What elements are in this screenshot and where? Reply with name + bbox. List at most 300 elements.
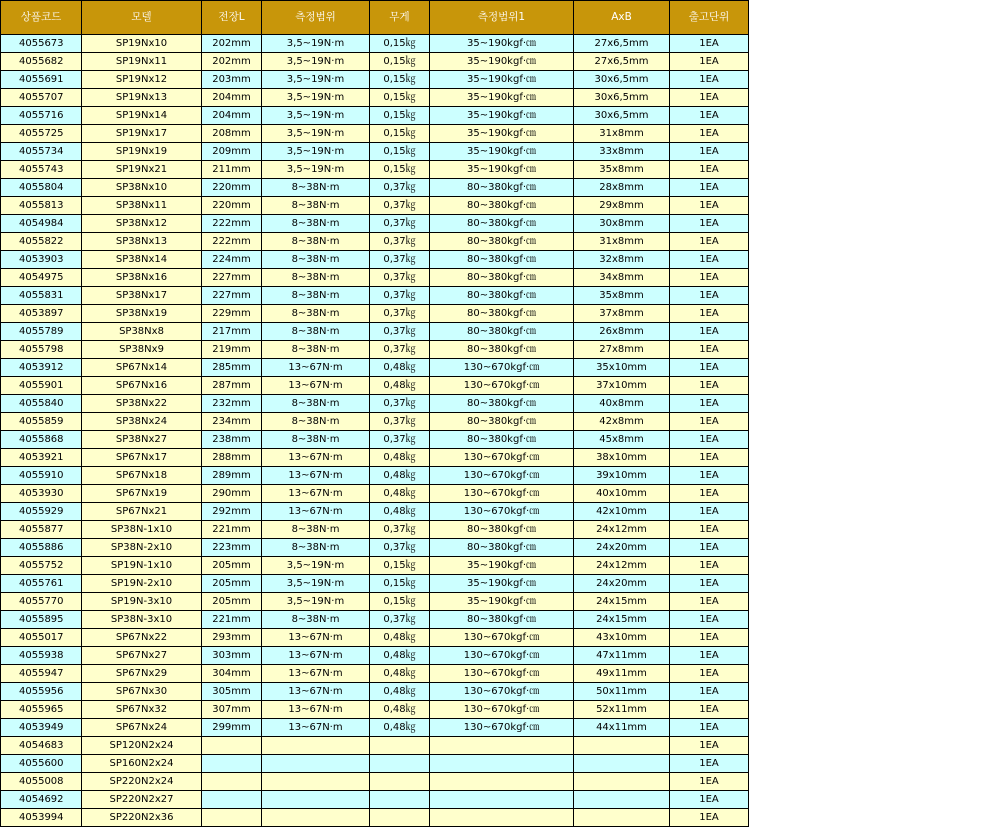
cell-model: SP220N2x24 xyxy=(82,773,202,791)
table-row xyxy=(1,341,749,359)
cell-model: SP19Nx11 xyxy=(82,53,202,71)
cell-measure-range-1: 130~670kgf·㎝ xyxy=(430,449,574,467)
cell-weight: 0,37㎏ xyxy=(370,521,430,539)
cell-axb: 32x8mm xyxy=(574,251,670,269)
cell-model: SP38N-2x10 xyxy=(82,539,202,557)
table-row xyxy=(1,737,749,755)
cell-axb: 30x6,5mm xyxy=(574,71,670,89)
cell-length xyxy=(202,773,262,791)
cell-product-code: 4055673 xyxy=(1,35,82,53)
cell-measure-range-1 xyxy=(430,791,574,809)
cell-measure-range: 3,5~19N·m xyxy=(262,161,370,179)
cell-axb xyxy=(574,737,670,755)
cell-axb: 31x8mm xyxy=(574,233,670,251)
cell-measure-range-1: 35~190kgf·㎝ xyxy=(430,107,574,125)
cell-product-code: 4053903 xyxy=(1,251,82,269)
cell-measure-range-1: 80~380kgf·㎝ xyxy=(430,215,574,233)
cell-weight: 0,15㎏ xyxy=(370,125,430,143)
cell-product-code: 4055789 xyxy=(1,323,82,341)
cell-model: SP19N-3x10 xyxy=(82,593,202,611)
cell-weight: 0,15㎏ xyxy=(370,89,430,107)
cell-measure-range: 8~38N·m xyxy=(262,179,370,197)
table-row xyxy=(1,629,749,647)
cell-shipping-unit: 1EA xyxy=(670,179,749,197)
cell-weight xyxy=(370,791,430,809)
cell-measure-range: 8~38N·m xyxy=(262,305,370,323)
cell-weight xyxy=(370,809,430,827)
cell-model: SP160N2x24 xyxy=(82,755,202,773)
cell-product-code: 4055770 xyxy=(1,593,82,611)
cell-model: SP67Nx14 xyxy=(82,359,202,377)
cell-model: SP38Nx14 xyxy=(82,251,202,269)
cell-product-code: 4055886 xyxy=(1,539,82,557)
cell-length: 223mm xyxy=(202,539,262,557)
cell-product-code: 4055752 xyxy=(1,557,82,575)
cell-measure-range-1: 35~190kgf·㎝ xyxy=(430,35,574,53)
cell-weight: 0,48㎏ xyxy=(370,719,430,737)
cell-model: SP19Nx19 xyxy=(82,143,202,161)
cell-axb: 44x11mm xyxy=(574,719,670,737)
cell-weight: 0,48㎏ xyxy=(370,503,430,521)
cell-product-code: 4055017 xyxy=(1,629,82,647)
cell-shipping-unit: 1EA xyxy=(670,161,749,179)
cell-product-code: 4053930 xyxy=(1,485,82,503)
cell-product-code: 4053897 xyxy=(1,305,82,323)
cell-measure-range: 8~38N·m xyxy=(262,413,370,431)
cell-axb: 26x8mm xyxy=(574,323,670,341)
cell-measure-range-1: 130~670kgf·㎝ xyxy=(430,629,574,647)
cell-measure-range: 13~67N·m xyxy=(262,449,370,467)
cell-length: 287mm xyxy=(202,377,262,395)
cell-product-code: 4055008 xyxy=(1,773,82,791)
cell-measure-range: 13~67N·m xyxy=(262,503,370,521)
cell-model: SP38Nx22 xyxy=(82,395,202,413)
cell-length xyxy=(202,737,262,755)
cell-axb: 42x10mm xyxy=(574,503,670,521)
cell-axb: 28x8mm xyxy=(574,179,670,197)
cell-shipping-unit: 1EA xyxy=(670,719,749,737)
cell-weight: 0,15㎏ xyxy=(370,593,430,611)
table-row xyxy=(1,791,749,809)
cell-weight: 0,48㎏ xyxy=(370,701,430,719)
cell-weight: 0,37㎏ xyxy=(370,539,430,557)
cell-weight: 0,15㎏ xyxy=(370,161,430,179)
cell-measure-range: 3,5~19N·m xyxy=(262,53,370,71)
cell-weight: 0,48㎏ xyxy=(370,485,430,503)
header-shipping-unit: 출고단위 xyxy=(670,1,749,35)
cell-measure-range-1: 35~190kgf·㎝ xyxy=(430,71,574,89)
cell-weight: 0,37㎏ xyxy=(370,269,430,287)
cell-product-code: 4055725 xyxy=(1,125,82,143)
cell-length xyxy=(202,755,262,773)
cell-measure-range-1: 130~670kgf·㎝ xyxy=(430,485,574,503)
table-row xyxy=(1,701,749,719)
cell-axb: 33x8mm xyxy=(574,143,670,161)
cell-shipping-unit: 1EA xyxy=(670,89,749,107)
cell-axb: 35x8mm xyxy=(574,161,670,179)
table-row xyxy=(1,35,749,53)
cell-model: SP67Nx24 xyxy=(82,719,202,737)
cell-weight: 0,15㎏ xyxy=(370,575,430,593)
cell-length: 205mm xyxy=(202,557,262,575)
cell-measure-range-1: 130~670kgf·㎝ xyxy=(430,701,574,719)
cell-weight: 0,48㎏ xyxy=(370,359,430,377)
cell-model: SP67Nx22 xyxy=(82,629,202,647)
cell-model: SP19Nx14 xyxy=(82,107,202,125)
cell-length: 307mm xyxy=(202,701,262,719)
table-row xyxy=(1,611,749,629)
cell-axb: 45x8mm xyxy=(574,431,670,449)
cell-product-code: 4054975 xyxy=(1,269,82,287)
cell-length: 238mm xyxy=(202,431,262,449)
cell-model: SP120N2x24 xyxy=(82,737,202,755)
cell-shipping-unit: 1EA xyxy=(670,251,749,269)
header-measure-range: 측정범위 xyxy=(262,1,370,35)
cell-model: SP19Nx13 xyxy=(82,89,202,107)
cell-weight: 0,37㎏ xyxy=(370,215,430,233)
cell-shipping-unit: 1EA xyxy=(670,449,749,467)
cell-shipping-unit: 1EA xyxy=(670,71,749,89)
header-row xyxy=(1,1,749,35)
cell-measure-range: 3,5~19N·m xyxy=(262,35,370,53)
cell-axb: 24x15mm xyxy=(574,611,670,629)
cell-measure-range-1: 80~380kgf·㎝ xyxy=(430,251,574,269)
cell-product-code: 4053994 xyxy=(1,809,82,827)
cell-shipping-unit: 1EA xyxy=(670,575,749,593)
cell-measure-range-1: 130~670kgf·㎝ xyxy=(430,503,574,521)
cell-measure-range: 8~38N·m xyxy=(262,287,370,305)
cell-product-code: 4055734 xyxy=(1,143,82,161)
cell-axb: 27x6,5mm xyxy=(574,53,670,71)
cell-model: SP67Nx16 xyxy=(82,377,202,395)
cell-shipping-unit: 1EA xyxy=(670,395,749,413)
cell-axb: 24x12mm xyxy=(574,557,670,575)
table-row xyxy=(1,107,749,125)
cell-length xyxy=(202,791,262,809)
cell-length: 293mm xyxy=(202,629,262,647)
cell-measure-range: 8~38N·m xyxy=(262,611,370,629)
cell-length: 232mm xyxy=(202,395,262,413)
cell-measure-range: 13~67N·m xyxy=(262,683,370,701)
table-row xyxy=(1,53,749,71)
cell-axb: 35x10mm xyxy=(574,359,670,377)
cell-product-code: 4055707 xyxy=(1,89,82,107)
cell-length: 229mm xyxy=(202,305,262,323)
cell-measure-range: 13~67N·m xyxy=(262,665,370,683)
cell-model: SP38Nx17 xyxy=(82,287,202,305)
table-row xyxy=(1,683,749,701)
cell-length: 220mm xyxy=(202,179,262,197)
cell-weight: 0,48㎏ xyxy=(370,449,430,467)
cell-length: 211mm xyxy=(202,161,262,179)
cell-model: SP220N2x36 xyxy=(82,809,202,827)
cell-measure-range: 13~67N·m xyxy=(262,467,370,485)
table-row xyxy=(1,89,749,107)
cell-measure-range: 8~38N·m xyxy=(262,323,370,341)
table-row xyxy=(1,287,749,305)
cell-shipping-unit: 1EA xyxy=(670,341,749,359)
cell-shipping-unit: 1EA xyxy=(670,791,749,809)
cell-axb: 39x10mm xyxy=(574,467,670,485)
cell-product-code: 4055691 xyxy=(1,71,82,89)
table-row xyxy=(1,323,749,341)
cell-model: SP38Nx9 xyxy=(82,341,202,359)
cell-shipping-unit: 1EA xyxy=(670,809,749,827)
cell-axb xyxy=(574,773,670,791)
cell-length: 292mm xyxy=(202,503,262,521)
cell-product-code: 4055804 xyxy=(1,179,82,197)
cell-measure-range-1: 80~380kgf·㎝ xyxy=(430,341,574,359)
cell-measure-range: 8~38N·m xyxy=(262,233,370,251)
table-row xyxy=(1,503,749,521)
cell-model: SP38N-1x10 xyxy=(82,521,202,539)
cell-measure-range-1: 35~190kgf·㎝ xyxy=(430,593,574,611)
cell-axb: 30x6,5mm xyxy=(574,89,670,107)
cell-measure-range: 3,5~19N·m xyxy=(262,89,370,107)
table-row xyxy=(1,809,749,827)
table-row xyxy=(1,197,749,215)
table-row xyxy=(1,755,749,773)
cell-axb: 24x15mm xyxy=(574,593,670,611)
cell-weight xyxy=(370,773,430,791)
table-row xyxy=(1,269,749,287)
table-row xyxy=(1,125,749,143)
cell-product-code: 4055831 xyxy=(1,287,82,305)
cell-model: SP67Nx32 xyxy=(82,701,202,719)
cell-shipping-unit: 1EA xyxy=(670,665,749,683)
header-model: 모델 xyxy=(82,1,202,35)
table-row xyxy=(1,539,749,557)
cell-measure-range-1: 80~380kgf·㎝ xyxy=(430,197,574,215)
cell-shipping-unit: 1EA xyxy=(670,683,749,701)
cell-measure-range: 8~38N·m xyxy=(262,539,370,557)
cell-shipping-unit: 1EA xyxy=(670,485,749,503)
cell-shipping-unit: 1EA xyxy=(670,629,749,647)
cell-axb: 40x10mm xyxy=(574,485,670,503)
table-row xyxy=(1,215,749,233)
table-row xyxy=(1,305,749,323)
cell-shipping-unit: 1EA xyxy=(670,467,749,485)
cell-axb: 30x6,5mm xyxy=(574,107,670,125)
cell-model: SP67Nx29 xyxy=(82,665,202,683)
table-row xyxy=(1,575,749,593)
cell-weight: 0,48㎏ xyxy=(370,665,430,683)
cell-measure-range-1 xyxy=(430,755,574,773)
cell-shipping-unit: 1EA xyxy=(670,287,749,305)
cell-shipping-unit: 1EA xyxy=(670,611,749,629)
cell-axb: 24x20mm xyxy=(574,575,670,593)
cell-axb: 47x11mm xyxy=(574,647,670,665)
cell-axb: 27x8mm xyxy=(574,341,670,359)
cell-measure-range-1: 80~380kgf·㎝ xyxy=(430,287,574,305)
cell-length: 205mm xyxy=(202,593,262,611)
cell-length: 222mm xyxy=(202,215,262,233)
cell-model: SP67Nx18 xyxy=(82,467,202,485)
table-row xyxy=(1,179,749,197)
cell-measure-range-1: 35~190kgf·㎝ xyxy=(430,89,574,107)
cell-product-code: 4055761 xyxy=(1,575,82,593)
cell-product-code: 4055868 xyxy=(1,431,82,449)
cell-measure-range-1: 35~190kgf·㎝ xyxy=(430,161,574,179)
cell-shipping-unit: 1EA xyxy=(670,233,749,251)
header-length: 전장L xyxy=(202,1,262,35)
cell-measure-range-1: 80~380kgf·㎝ xyxy=(430,305,574,323)
cell-weight: 0,37㎏ xyxy=(370,431,430,449)
cell-product-code: 4055822 xyxy=(1,233,82,251)
cell-weight: 0,48㎏ xyxy=(370,683,430,701)
cell-measure-range xyxy=(262,755,370,773)
table-row xyxy=(1,773,749,791)
cell-product-code: 4053921 xyxy=(1,449,82,467)
cell-model: SP38N-3x10 xyxy=(82,611,202,629)
table-row xyxy=(1,377,749,395)
cell-measure-range: 13~67N·m xyxy=(262,701,370,719)
cell-measure-range xyxy=(262,809,370,827)
cell-length: 204mm xyxy=(202,107,262,125)
cell-measure-range-1: 80~380kgf·㎝ xyxy=(430,323,574,341)
cell-measure-range-1: 130~670kgf·㎝ xyxy=(430,683,574,701)
cell-shipping-unit: 1EA xyxy=(670,197,749,215)
cell-measure-range: 3,5~19N·m xyxy=(262,71,370,89)
cell-shipping-unit: 1EA xyxy=(670,431,749,449)
cell-shipping-unit: 1EA xyxy=(670,53,749,71)
cell-shipping-unit: 1EA xyxy=(670,125,749,143)
cell-axb: 42x8mm xyxy=(574,413,670,431)
cell-axb: 31x8mm xyxy=(574,125,670,143)
cell-weight xyxy=(370,755,430,773)
cell-measure-range-1: 130~670kgf·㎝ xyxy=(430,467,574,485)
cell-measure-range: 13~67N·m xyxy=(262,719,370,737)
cell-weight: 0,48㎏ xyxy=(370,629,430,647)
cell-weight: 0,37㎏ xyxy=(370,251,430,269)
cell-measure-range-1: 35~190kgf·㎝ xyxy=(430,125,574,143)
cell-measure-range-1 xyxy=(430,737,574,755)
cell-weight xyxy=(370,737,430,755)
cell-shipping-unit: 1EA xyxy=(670,359,749,377)
cell-measure-range: 8~38N·m xyxy=(262,197,370,215)
cell-axb: 49x11mm xyxy=(574,665,670,683)
cell-axb: 52x11mm xyxy=(574,701,670,719)
cell-model: SP67Nx19 xyxy=(82,485,202,503)
cell-shipping-unit: 1EA xyxy=(670,701,749,719)
cell-length: 299mm xyxy=(202,719,262,737)
cell-shipping-unit: 1EA xyxy=(670,539,749,557)
cell-shipping-unit: 1EA xyxy=(670,647,749,665)
cell-measure-range-1: 80~380kgf·㎝ xyxy=(430,539,574,557)
cell-length: 285mm xyxy=(202,359,262,377)
table-row xyxy=(1,665,749,683)
cell-weight: 0,37㎏ xyxy=(370,197,430,215)
cell-shipping-unit: 1EA xyxy=(670,143,749,161)
table-row xyxy=(1,413,749,431)
cell-measure-range-1: 35~190kgf·㎝ xyxy=(430,53,574,71)
cell-measure-range: 8~38N·m xyxy=(262,395,370,413)
cell-model: SP38Nx12 xyxy=(82,215,202,233)
cell-measure-range: 8~38N·m xyxy=(262,251,370,269)
cell-shipping-unit: 1EA xyxy=(670,269,749,287)
cell-product-code: 4055910 xyxy=(1,467,82,485)
cell-measure-range: 8~38N·m xyxy=(262,521,370,539)
table-row xyxy=(1,251,749,269)
cell-length: 222mm xyxy=(202,233,262,251)
cell-axb: 50x11mm xyxy=(574,683,670,701)
cell-model: SP67Nx21 xyxy=(82,503,202,521)
cell-axb: 29x8mm xyxy=(574,197,670,215)
cell-axb xyxy=(574,809,670,827)
cell-length xyxy=(202,809,262,827)
cell-model: SP220N2x27 xyxy=(82,791,202,809)
table-body xyxy=(1,35,749,827)
cell-axb: 40x8mm xyxy=(574,395,670,413)
table-row xyxy=(1,449,749,467)
cell-product-code: 4055798 xyxy=(1,341,82,359)
cell-length: 209mm xyxy=(202,143,262,161)
cell-product-code: 4054692 xyxy=(1,791,82,809)
cell-measure-range-1: 80~380kgf·㎝ xyxy=(430,413,574,431)
cell-length: 305mm xyxy=(202,683,262,701)
cell-product-code: 4055965 xyxy=(1,701,82,719)
cell-weight: 0,15㎏ xyxy=(370,143,430,161)
cell-length: 221mm xyxy=(202,521,262,539)
cell-model: SP38Nx27 xyxy=(82,431,202,449)
cell-measure-range: 3,5~19N·m xyxy=(262,557,370,575)
cell-measure-range xyxy=(262,773,370,791)
cell-product-code: 4055877 xyxy=(1,521,82,539)
cell-product-code: 4055716 xyxy=(1,107,82,125)
cell-length: 204mm xyxy=(202,89,262,107)
cell-weight: 0,48㎏ xyxy=(370,377,430,395)
cell-measure-range-1: 80~380kgf·㎝ xyxy=(430,395,574,413)
cell-weight: 0,37㎏ xyxy=(370,233,430,251)
cell-weight: 0,37㎏ xyxy=(370,611,430,629)
cell-measure-range: 3,5~19N·m xyxy=(262,593,370,611)
table-row xyxy=(1,485,749,503)
cell-length: 288mm xyxy=(202,449,262,467)
cell-axb: 30x8mm xyxy=(574,215,670,233)
cell-length: 221mm xyxy=(202,611,262,629)
cell-weight: 0,15㎏ xyxy=(370,71,430,89)
cell-measure-range: 8~38N·m xyxy=(262,215,370,233)
cell-measure-range-1 xyxy=(430,773,574,791)
table-row xyxy=(1,71,749,89)
cell-model: SP67Nx27 xyxy=(82,647,202,665)
cell-model: SP19N-1x10 xyxy=(82,557,202,575)
cell-measure-range: 3,5~19N·m xyxy=(262,575,370,593)
cell-shipping-unit: 1EA xyxy=(670,503,749,521)
table-row xyxy=(1,521,749,539)
cell-product-code: 4053949 xyxy=(1,719,82,737)
cell-product-code: 4055840 xyxy=(1,395,82,413)
cell-measure-range-1: 35~190kgf·㎝ xyxy=(430,557,574,575)
table-row xyxy=(1,161,749,179)
table-row xyxy=(1,359,749,377)
cell-weight: 0,48㎏ xyxy=(370,647,430,665)
table-row xyxy=(1,593,749,611)
cell-measure-range: 13~67N·m xyxy=(262,485,370,503)
cell-product-code: 4055895 xyxy=(1,611,82,629)
cell-model: SP38Nx11 xyxy=(82,197,202,215)
cell-measure-range: 3,5~19N·m xyxy=(262,125,370,143)
cell-measure-range: 13~67N·m xyxy=(262,359,370,377)
cell-length: 208mm xyxy=(202,125,262,143)
cell-axb: 37x8mm xyxy=(574,305,670,323)
cell-length: 224mm xyxy=(202,251,262,269)
cell-measure-range-1: 80~380kgf·㎝ xyxy=(430,521,574,539)
cell-measure-range-1: 35~190kgf·㎝ xyxy=(430,143,574,161)
cell-product-code: 4055600 xyxy=(1,755,82,773)
cell-length: 217mm xyxy=(202,323,262,341)
cell-measure-range: 13~67N·m xyxy=(262,377,370,395)
